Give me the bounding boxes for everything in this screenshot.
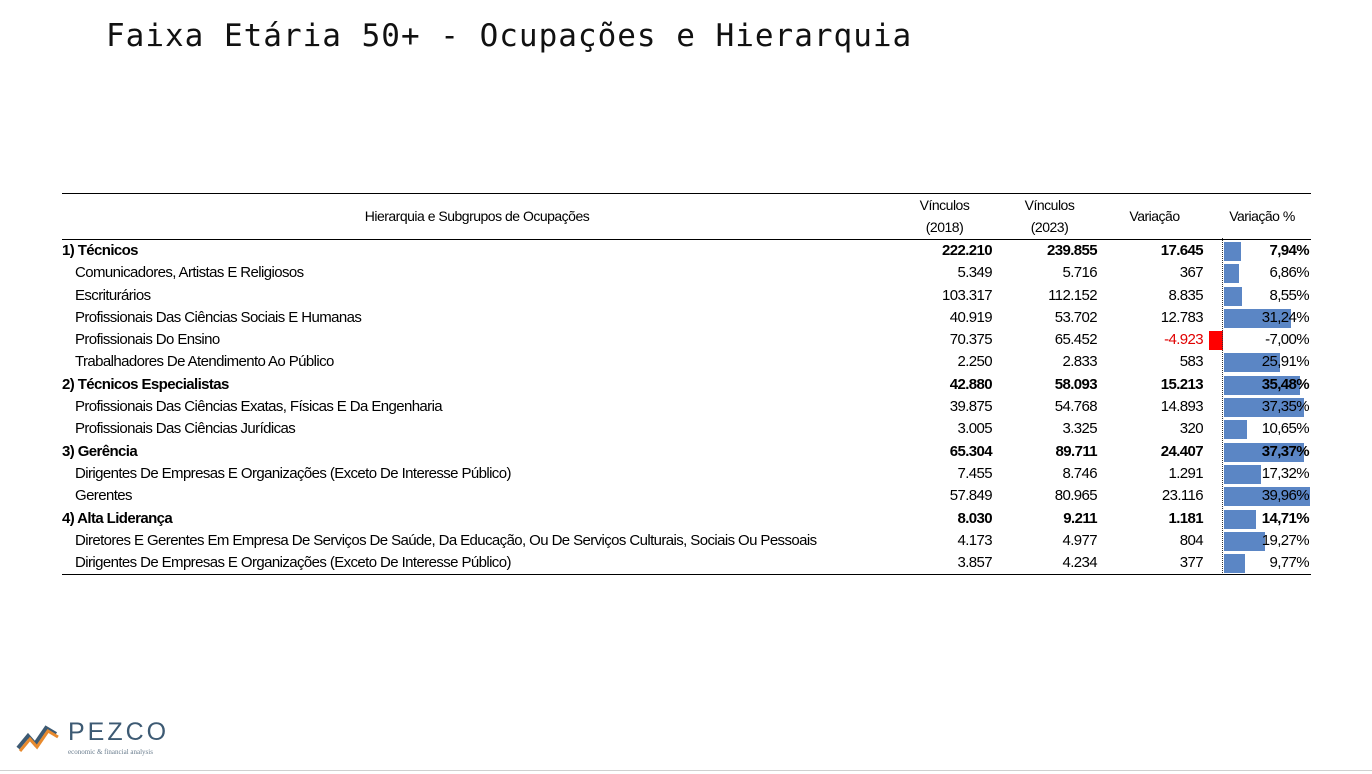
row-variation-pct xyxy=(1223,262,1311,284)
row-variation: 367 xyxy=(1179,264,1203,282)
table-body xyxy=(62,240,1311,574)
row-name: 4) Alta Liderança xyxy=(62,509,173,527)
row-variation-pct-text: 39,96% xyxy=(1261,487,1309,505)
variation-bar xyxy=(1224,264,1239,283)
table-row xyxy=(62,463,1311,485)
row-variation-pct xyxy=(1223,463,1311,485)
row-variation-pct-text: 8,55% xyxy=(1269,286,1309,304)
table-row xyxy=(62,485,1311,507)
row-v2023: 5.716 xyxy=(1062,264,1097,282)
row-name: Profissionais Das Ciências Exatas, Físicas E Da Engenharia xyxy=(75,398,443,416)
row-v2023: 54.768 xyxy=(1054,398,1097,416)
row-variation-pct xyxy=(1223,285,1311,307)
header-v2018-label: Vínculos xyxy=(919,197,970,213)
variation-bar xyxy=(1224,420,1247,439)
table-row xyxy=(62,240,1311,262)
row-variation-pct-text: 37,37% xyxy=(1261,442,1309,460)
pezco-chart-icon xyxy=(16,720,62,756)
row-variation-pct-text: 31,24% xyxy=(1261,308,1309,326)
logo-tagline: economic & financial analysis xyxy=(68,748,153,756)
row-variation-pct xyxy=(1223,351,1311,373)
row-v2023: 58.093 xyxy=(1054,375,1097,393)
occupation-table xyxy=(62,193,1311,575)
row-v2018: 2.250 xyxy=(957,353,992,371)
row-v2023: 80.965 xyxy=(1054,487,1097,505)
header-v2018-year: (2018) xyxy=(925,219,964,235)
row-v2018: 65.304 xyxy=(949,442,992,460)
table-bottom-rule xyxy=(62,574,1311,575)
row-variation-pct-text: 37,35% xyxy=(1261,398,1309,416)
row-variation-pct xyxy=(1223,441,1311,463)
row-name: Dirigentes De Empresas E Organizações (Exceto De Interesse Público) xyxy=(75,464,511,482)
row-variation-pct-text: 19,27% xyxy=(1261,531,1309,549)
header-v2023-year: (2023) xyxy=(1030,219,1069,235)
row-name: Comunicadores, Artistas E Religiosos xyxy=(75,264,304,282)
header-v2018 xyxy=(902,194,987,238)
table-row xyxy=(62,374,1311,396)
row-variation-pct-text: 14,71% xyxy=(1261,509,1309,527)
footer-divider xyxy=(0,770,1372,771)
row-v2018: 5.349 xyxy=(957,264,992,282)
header-name: Hierarquia e Subgrupos de Ocupações xyxy=(364,208,590,224)
row-v2018: 8.030 xyxy=(957,509,992,527)
header-variation: Variação xyxy=(1129,208,1180,224)
row-variation: 583 xyxy=(1179,353,1203,371)
row-variation: 1.291 xyxy=(1168,464,1203,482)
row-v2018: 3.857 xyxy=(957,554,992,572)
row-v2023: 4.977 xyxy=(1062,531,1097,549)
pct-column-divider xyxy=(1222,238,1223,573)
page-title: Faixa Etária 50+ - Ocupações e Hierarquia xyxy=(106,18,913,54)
row-variation: 24.407 xyxy=(1160,442,1203,460)
row-variation-pct xyxy=(1223,530,1311,552)
table-row xyxy=(62,329,1311,351)
row-v2018: 222.210 xyxy=(941,242,992,259)
row-v2018: 57.849 xyxy=(949,487,992,505)
row-name: 3) Gerência xyxy=(62,442,138,460)
table-header xyxy=(62,193,1311,240)
row-variation: 377 xyxy=(1179,554,1203,572)
table-row xyxy=(62,396,1311,418)
logo-wordmark: PEZCO xyxy=(68,718,170,746)
row-variation-pct-text: -7,00% xyxy=(1265,331,1309,349)
variation-bar xyxy=(1224,532,1265,551)
row-variation-pct-text: 6,86% xyxy=(1269,264,1309,282)
variation-bar xyxy=(1224,554,1245,573)
row-v2018: 103.317 xyxy=(941,286,992,304)
row-name: Profissionais Das Ciências Jurídicas xyxy=(75,420,296,438)
table-row xyxy=(62,262,1311,284)
row-variation-pct xyxy=(1223,240,1311,262)
row-variation: 12.783 xyxy=(1160,308,1203,326)
row-v2023: 9.211 xyxy=(1063,509,1097,527)
row-variation-pct xyxy=(1223,396,1311,418)
table-row xyxy=(62,351,1311,373)
row-v2018: 7.455 xyxy=(957,464,992,482)
row-name: Profissionais Do Ensino xyxy=(75,331,220,349)
row-variation-pct-text: 9,77% xyxy=(1269,554,1309,572)
row-v2023: 65.452 xyxy=(1054,331,1097,349)
variation-bar xyxy=(1224,510,1256,529)
header-variation-pct: Variação % xyxy=(1229,208,1295,224)
row-variation-pct xyxy=(1223,374,1311,396)
variation-bar xyxy=(1224,465,1261,484)
row-v2023: 8.746 xyxy=(1062,464,1097,482)
row-variation-pct-text: 25,91% xyxy=(1261,353,1309,371)
row-name: Profissionais Das Ciências Sociais E Humanas xyxy=(75,308,362,326)
row-v2018: 42.880 xyxy=(949,375,992,393)
row-v2018: 3.005 xyxy=(957,420,992,438)
row-variation-pct-text: 17,32% xyxy=(1261,464,1309,482)
row-v2023: 2.833 xyxy=(1062,353,1097,371)
row-variation-pct-text: 10,65% xyxy=(1261,420,1309,438)
row-variation-pct xyxy=(1223,552,1311,574)
row-variation: 1.181 xyxy=(1168,509,1203,527)
row-v2023: 112.152 xyxy=(1048,286,1097,304)
table-row xyxy=(62,552,1311,574)
row-v2018: 4.173 xyxy=(957,531,992,549)
row-v2023: 4.234 xyxy=(1062,554,1097,572)
row-name: Trabalhadores De Atendimento Ao Público xyxy=(75,353,334,371)
row-variation-pct-text: 7,94% xyxy=(1269,242,1309,259)
header-v2023 xyxy=(1007,194,1092,238)
row-variation-pct xyxy=(1223,485,1311,507)
row-name: Escriturários xyxy=(75,286,151,304)
row-name: Dirigentes De Empresas E Organizações (Exceto De Interesse Público) xyxy=(75,554,511,572)
row-v2018: 70.375 xyxy=(949,331,992,349)
row-variation: 8.835 xyxy=(1168,286,1203,304)
variation-bar xyxy=(1224,242,1241,261)
pezco-logo xyxy=(16,718,176,758)
variation-bar xyxy=(1209,331,1223,350)
row-variation: 23.116 xyxy=(1161,487,1203,505)
row-v2023: 89.711 xyxy=(1055,442,1097,460)
row-variation: 804 xyxy=(1179,531,1203,549)
variation-bar xyxy=(1224,287,1242,306)
row-variation: 320 xyxy=(1179,420,1203,438)
table-row xyxy=(62,508,1311,530)
row-name: 1) Técnicos xyxy=(62,242,138,259)
row-name: Diretores E Gerentes Em Empresa De Serviços De Saúde, Da Educação, Ou De Serviços Culturais, Sociais Ou Pessoais xyxy=(75,531,817,549)
row-v2018: 40.919 xyxy=(949,308,992,326)
row-variation-pct xyxy=(1223,508,1311,530)
row-variation-pct xyxy=(1223,307,1311,329)
table-row xyxy=(62,285,1311,307)
row-variation: 15.213 xyxy=(1160,375,1203,393)
row-variation-pct xyxy=(1223,329,1311,351)
row-variation: 17.645 xyxy=(1160,242,1203,259)
table-row xyxy=(62,441,1311,463)
table-row xyxy=(62,530,1311,552)
row-v2023: 3.325 xyxy=(1062,420,1097,438)
row-name: Gerentes xyxy=(75,487,132,505)
row-name: 2) Técnicos Especialistas xyxy=(62,375,229,393)
row-variation-pct xyxy=(1223,418,1311,440)
row-v2023: 53.702 xyxy=(1054,308,1097,326)
table-row xyxy=(62,307,1311,329)
row-v2023: 239.855 xyxy=(1046,242,1097,259)
row-variation: 14.893 xyxy=(1160,398,1203,416)
row-v2018: 39.875 xyxy=(949,398,992,416)
table-row xyxy=(62,418,1311,440)
row-variation: -4.923 xyxy=(1164,331,1203,349)
row-variation-pct-text: 35,48% xyxy=(1261,375,1309,393)
header-v2023-label: Vínculos xyxy=(1024,197,1075,213)
